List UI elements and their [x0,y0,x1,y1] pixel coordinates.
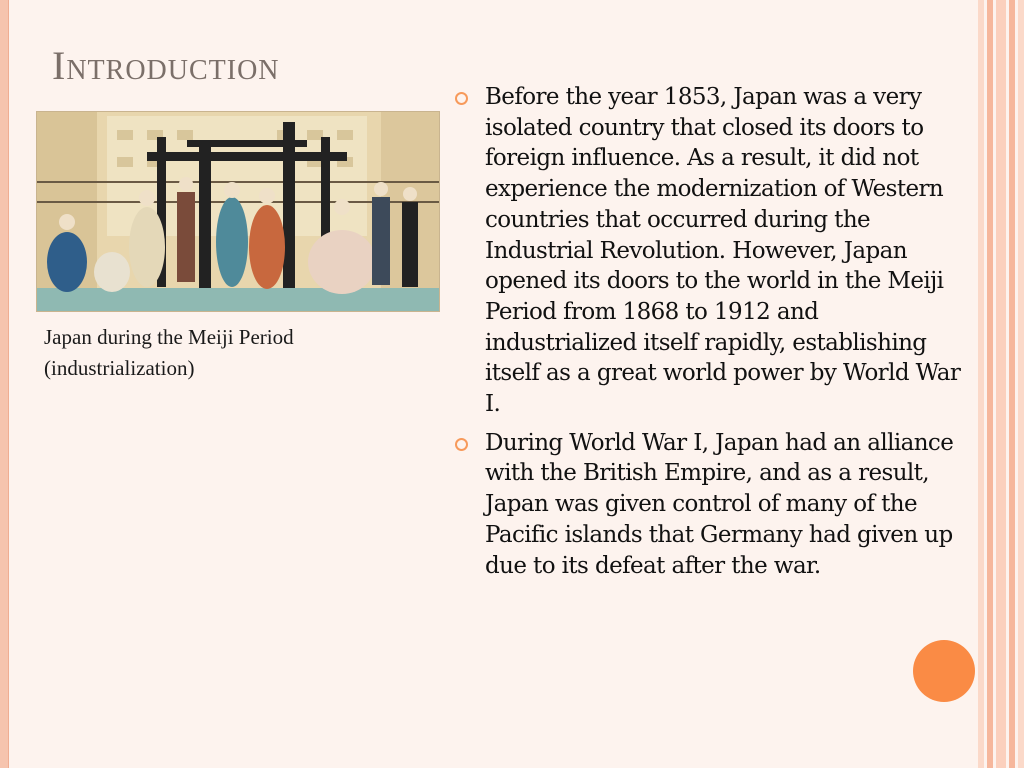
meiji-woodblock-print-image [36,111,440,312]
caption-line: (industrialization) [44,356,195,380]
image-caption [44,322,424,384]
bullet-item [455,82,965,420]
bullet-text: Before the year 1853, Japan was a very isolated country that closed its doors to foreign influence. As a result, it did not experience the modernization of Western countries that occurred during the Industrial Revolution. However, Japan opened its doors to the world in the Meiji Period from 1868 to 1912 and industrialized itself rapidly, establishing itself as a great world power by World War I. [485,84,961,418]
bullet-item [455,428,965,582]
stripe [978,0,984,768]
caption-line: Japan during the Meiji Period [44,325,294,349]
circle-bullet-icon [455,92,468,105]
stripe [1018,0,1024,768]
stripe [996,0,1006,768]
stripe [1009,0,1015,768]
stripe [987,0,993,768]
circle-bullet-icon [455,438,468,451]
bullet-text: During World War I, Japan had an alliance with the British Empire, and as a result, Japan was given control of many of the Pacific islands that Germany had given up due to its defeat after the war. [485,429,954,579]
bullet-list [455,82,965,589]
decorative-orange-circle [913,640,975,702]
left-edge-bar [0,0,9,768]
right-decorative-stripes [978,0,1024,768]
slide-title: Introduction [52,43,280,88]
